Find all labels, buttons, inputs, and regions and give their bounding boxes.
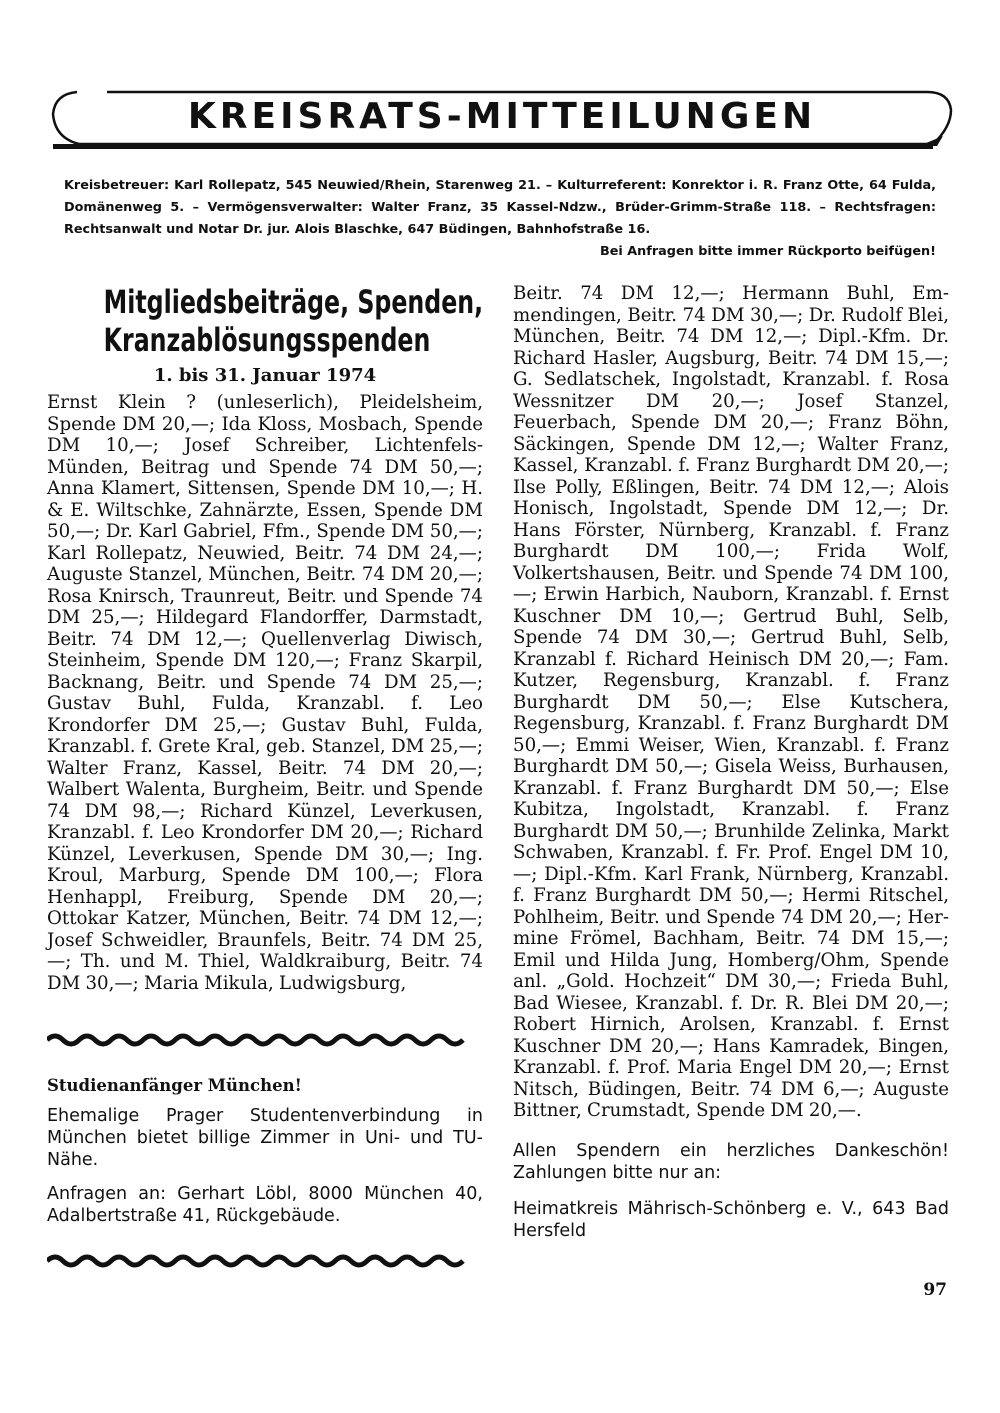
label-rechtsfragen: Rechtsfragen: xyxy=(834,200,936,215)
label-kreisbetreuer: Kreisbetreuer: xyxy=(64,178,170,193)
header-banner xyxy=(47,88,957,150)
vermoegensverwalter-text: Walter Franz, 35 Kassel-Ndzw., Brüder-Grimm-Straße 118. – xyxy=(371,200,826,215)
wave-divider-icon xyxy=(47,1020,477,1060)
article-headline xyxy=(103,283,484,361)
thanks-text: Allen Spendern ein herzliches Dankeschön! Zahlungen bitte nur an: xyxy=(513,1140,949,1183)
headline-line-1: Mitgliedsbeiträge, Spenden, xyxy=(103,283,484,321)
right-column xyxy=(513,283,949,1242)
rechtsfragen-text: Rechtsanwalt und Notar Dr. jur. Alois Blaschke, 647 Büdingen, Bahnhofstraße 16. xyxy=(64,222,651,237)
left-column xyxy=(47,283,483,1281)
contacts-block xyxy=(64,175,936,263)
return-postage-note: Bei Anfragen bitte immer Rückporto beifügen! xyxy=(600,244,936,259)
notice-title: Studienanfänger München! xyxy=(47,1076,302,1095)
kulturreferent-text: Konrektor i. R. Franz Otte, 64 Fulda, Domänenweg 5. – xyxy=(64,178,936,215)
page-number: 97 xyxy=(923,1280,947,1300)
label-kulturreferent: Kulturreferent: xyxy=(557,178,667,193)
donations-list-right: Beitr. 74 DM 12,—; Hermann Buhl, Emmendingen, Beitr. 74 DM 30,—; Dr. Rudolf Blei, München, Beitr. 74 DM 12,—; Dipl.-Kfm. Dr. Richard Hasler, Augsburg, Beitr. 74 DM 15,—; G. Sedlatschek, Ingolstadt, Kranzabl. f. Rosa Wessnitzer DM 20,—; Josef Stanzel, Feuerbach, Spende DM 20,—; Franz Böhn, Säckingen, Spende DM 12,—; Walter Franz, Kassel, Kranzabl. f. Franz Burghardt DM 20,—; Ilse Polly, Eßlingen, Beitr. 74 DM 12,—; Alois Honisch, Ingolstadt, Spende DM 12,—; Dr. Hans Förster, Nürnberg, Kranzabl. f. Franz Burghardt DM 100,—; Frida Wolf, Volkertshausen, Beitr. und Spende 74 DM 100,—; Erwin Harbich, Nauborn, Kranzabl. f. Ernst Kuschner DM 10,—; Gertrud Buhl, Selb, Spende 74 DM 30,—; Gertrud Buhl, Selb, Kranzabl f. Richard Heinisch DM 20,—; Fam. Kutzer, Regensburg, Kranzabl. f. Franz Burghardt DM 50,—; Else Kutschera, Regensburg, Kranzabl. f. Franz Burghardt DM 50,—; Emmi Weiser, Wien, Kranzabl. f. Franz Burghardt DM 50,—; Gisela Weiss, Burhausen, Kranzabl. f. Franz Burghardt DM 50,—; Else Kubitza, Ingolstadt, Kranzabl. f. Franz Burghardt DM 50,—; Brunhilde Zelinka, Markt Schwaben, Kranzabl. f. Fr. Prof. Engel DM 10,—; Dipl.-Kfm. Karl Frank, Nürnberg, Kranzabl. f. Franz Burghardt DM 50,—; Hermi Ritschel, Pohlheim, Beitr. und Spende 74 DM 20,—; Hermine Frömel, Bachham, Beitr. 74 DM 15,—; Emil und Hilda Jung, Homberg/Ohm, Spende anl. „Gold. Hochzeit“ DM 30,—; Frieda Buhl, Bad Wiesee, Kranzabl. f. Dr. R. Blei DM 20,—; Robert Hirnich, Arolsen, Kranzabl. f. Ernst Kuschner DM 20,—; Hans Kamradek, Bingen, Kranzabl. f. Prof. Maria Engel DM 20,—; Ernst Nitsch, Büdingen, Beitr. 74 DM 6,—; Auguste Bittner, Crumstadt, Spende DM 20,—. xyxy=(513,283,949,1121)
payee-text: Heimatkreis Mährisch-Schönberg e. V., 643 Bad Hersfeld xyxy=(513,1198,949,1241)
donations-list-left: Ernst Klein ? (unleserlich), Pleidelsheim, Spende DM 20,—; Ida Kloss, Mosbach, Spende DM 10,—; Josef Schreiber, Lichtenfels-Münden, Beitrag und Spende 74 DM 50,—; Anna Klamert, Sittensen, Spende DM 10,—; H. & E. Wiltschke, Zahnärzte, Essen, Spende DM 50,—; Dr. Karl Gabriel, Ffm., Spende DM 50,—; Karl Rollepatz, Neuwied, Beitr. 74 DM 24,—; Auguste Stanzel, München, Beitr. 74 DM 20,—; Rosa Knirsch, Traunreut, Beitr. und Spende 74 DM 25,—; Hildegard Flandorffer, Darmstadt, Beitr. 74 DM 12,—; Quellenverlag Diwisch, Steinheim, Spende DM 120,—; Franz Skarpil, Backnang, Beitr. und Spende 74 DM 25,—; Gustav Buhl, Fulda, Kranzabl. f. Leo Krondorfer DM 25,—; Gustav Buhl, Fulda, Kranzabl. f. Grete Kral, geb. Stanzel, DM 25,—; Walter Franz, Kassel, Beitr. 74 DM 20,—; Walbert Walenta, Burgheim, Beitr. und Spende 74 DM 98,—; Richard Künzel, Leverkusen, Kranzabl. f. Leo Krondorfer DM 20,—; Richard Künzel, Leverkusen, Spende DM 30,—; Ing. Kroul, Marburg, Spende DM 100,—; Flora Henhappl, Freiburg, Spende DM 20,—; Ottokar Katzer, München, Beitr. 74 DM 12,—; Josef Schweidler, Braunfels, Beitr. 74 DM 25,—; Th. und M. Thiel, Waldkraiburg, Beitr. 74 DM 30,—; Maria Mikula, Ludwigsburg, xyxy=(47,392,483,994)
kreisbetreuer-text: Karl Rollepatz, 545 Neuwied/Rhein, Starenweg 21. – xyxy=(174,178,553,193)
label-vermoegensverwalter: Vermögensverwalter: xyxy=(207,200,363,215)
page-title: KREISRATS-MITTEILUNGEN xyxy=(187,96,817,137)
notice-body: Ehemalige Prager Studentenverbindung in München bietet billige Zimmer in Uni- und TU-Nähe. xyxy=(47,1106,483,1170)
wave-divider-icon xyxy=(47,1241,477,1281)
date-range: 1. bis 31. Januar 1974 xyxy=(153,365,377,386)
headline-line-2: Kranzablösungsspenden xyxy=(103,321,431,359)
notice-contact: Anfragen an: Gerhart Löbl, 8000 München 40, Adalbertstraße 41, Rückgebäude. xyxy=(47,1184,483,1226)
